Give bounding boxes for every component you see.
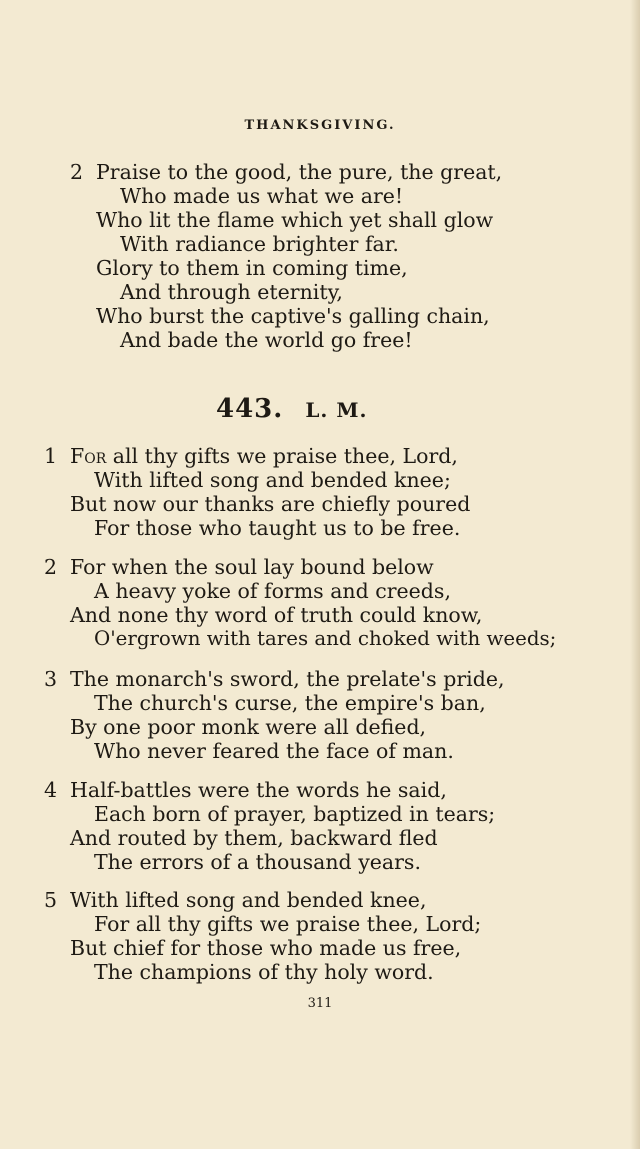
hymn-meter: L. M. — [305, 398, 368, 422]
verse-line: Each born of prayer, baptized in tears; — [94, 802, 496, 826]
hymn-heading — [216, 394, 367, 424]
verse-line: The champions of thy holy word. — [94, 960, 434, 984]
first-word-small-caps: For — [70, 444, 107, 468]
verse-line: For those who taught us to be free. — [94, 516, 461, 540]
stanza-number: 3 — [44, 667, 58, 691]
verse-line: And through eternity, — [120, 280, 343, 304]
verse-line-rest: all thy gifts we praise thee, Lord, — [106, 444, 458, 468]
verse-line: Half-battles were the words he said, — [70, 778, 447, 802]
stanza-number: 2 — [44, 555, 58, 579]
verse-line: The monarch's sword, the prelate's pride, — [70, 667, 505, 691]
hymn-number: 443. — [216, 394, 284, 424]
verse-line: A heavy yoke of forms and creeds, — [94, 579, 451, 603]
stanza-number: 2 — [70, 160, 84, 184]
verse-line: And routed by them, backward fled — [70, 826, 438, 850]
verse-line: And none thy word of truth could know, — [70, 603, 483, 627]
verse-line — [70, 444, 458, 468]
verse-line: For when the soul lay bound below — [70, 555, 434, 579]
stanza-number: 5 — [44, 888, 58, 912]
verse-line: For all thy gifts we praise thee, Lord; — [94, 912, 482, 936]
verse-line: Who lit the flame which yet shall glow — [96, 208, 494, 232]
verse-line: Who burst the captive's galling chain, — [96, 304, 490, 328]
verse-line: With radiance brighter far. — [120, 232, 399, 256]
verse-line: But chief for those who made us free, — [70, 936, 462, 960]
verse-line: The errors of a thousand years. — [94, 850, 421, 874]
verse-line: Who made us what we are! — [120, 184, 404, 208]
verse-line: By one poor monk were all defied, — [70, 715, 427, 739]
verse-line: O'ergrown with tares and choked with weeds; — [94, 627, 557, 650]
stanza-number: 4 — [44, 778, 58, 802]
verse-line: But now our thanks are chiefly poured — [70, 492, 471, 516]
verse-line: Glory to them in coming time, — [96, 256, 408, 280]
page-edge-shadow — [630, 0, 640, 1149]
stanza-number: 1 — [44, 444, 58, 468]
page-number: 311 — [307, 996, 333, 1011]
verse-line: Praise to the good, the pure, the great, — [96, 160, 503, 184]
verse-line: Who never feared the face of man. — [94, 739, 454, 763]
verse-line: And bade the world go free! — [120, 328, 413, 352]
verse-line: With lifted song and bended knee, — [70, 888, 427, 912]
verse-line: With lifted song and bended knee; — [94, 468, 451, 492]
running-head: THANKSGIVING. — [244, 118, 396, 133]
verse-line: The church's curse, the empire's ban, — [94, 691, 486, 715]
